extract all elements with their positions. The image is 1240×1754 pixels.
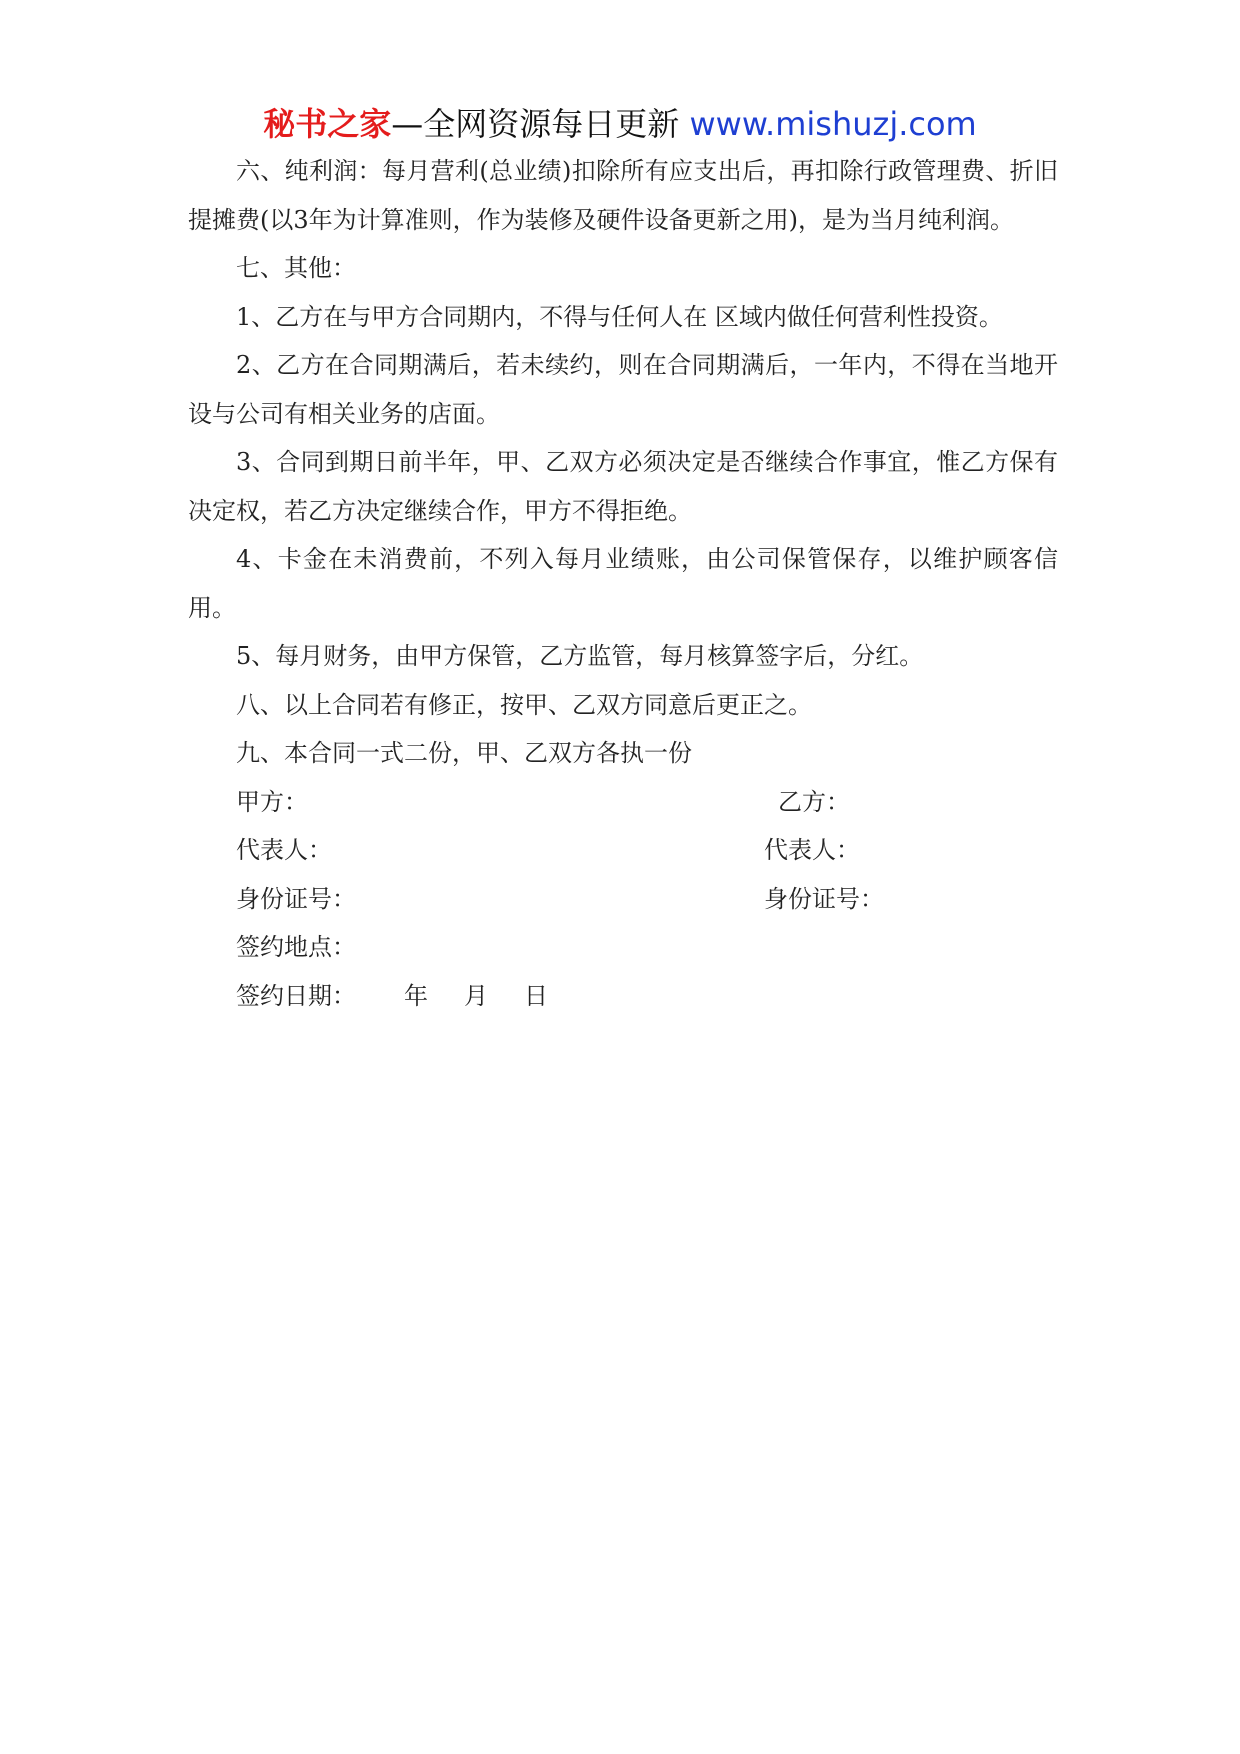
signature-row-representative	[188, 826, 1058, 875]
id-number-a-label: 身份证号：	[236, 884, 356, 913]
representative-a-label: 代表人：	[236, 836, 332, 864]
date-month-label: 月	[464, 981, 488, 1010]
paragraph-others-heading: 七、其他：	[236, 254, 356, 282]
paragraph-clause-4: 4、卡金在未消费前，不列入每月业绩账，由公司保管保存，以维护顾客信用。	[188, 545, 1058, 622]
document-header	[0, 100, 1240, 148]
header-slogan: —全网资源每日更新	[391, 105, 680, 143]
party-b-label: 乙方：	[778, 787, 850, 816]
paragraph-clause-5: 5、每月财务，由甲方保管，乙方监管，每月核算签字后，分红。	[236, 642, 924, 670]
contract-body	[188, 147, 1058, 1020]
date-day-label: 日	[524, 981, 548, 1010]
signature-row-place	[188, 923, 1058, 972]
header-url[interactable]: www.mishuzj.com	[689, 105, 977, 143]
paragraph-amendment: 八、以上合同若有修正，按甲、乙双方同意后更正之。	[236, 690, 812, 719]
paragraph-net-profit: 六、纯利润：每月营利(总业绩)扣除所有应支出后，再扣除行政管理费、折旧提摊费(以3年为计算准则，作为装修及硬件设备更新之用)，是为当月纯利润。	[188, 157, 1058, 234]
brand-name: 秘书之家	[263, 105, 392, 143]
paragraph-clause-3: 3、合同到期日前半年，甲、乙双方必须决定是否继续合作事宜，惟乙方保有决定权，若乙方决定继续合作，甲方不得拒绝。	[188, 448, 1058, 525]
signature-row-id	[188, 875, 1058, 924]
paragraph-clause-1: 1、乙方在与甲方合同期内，不得与任何人在 区域内做任何营利性投资。	[236, 302, 1003, 331]
representative-b-label: 代表人：	[764, 836, 860, 864]
signature-row-date	[188, 972, 1058, 1021]
signing-date-label: 签约日期：	[236, 981, 356, 1010]
id-number-b-label: 身份证号：	[764, 884, 884, 913]
paragraph-copies: 九、本合同一式二份，甲、乙双方各执一份	[236, 739, 692, 767]
signing-place-label: 签约地点：	[236, 933, 356, 961]
date-year-label: 年	[404, 981, 428, 1010]
paragraph-clause-2: 2、乙方在合同期满后，若未续约，则在合同期满后，一年内，不得在当地开设与公司有相关业务的店面。	[188, 351, 1058, 428]
party-a-label: 甲方：	[236, 787, 308, 816]
signature-row-party	[188, 778, 1058, 827]
